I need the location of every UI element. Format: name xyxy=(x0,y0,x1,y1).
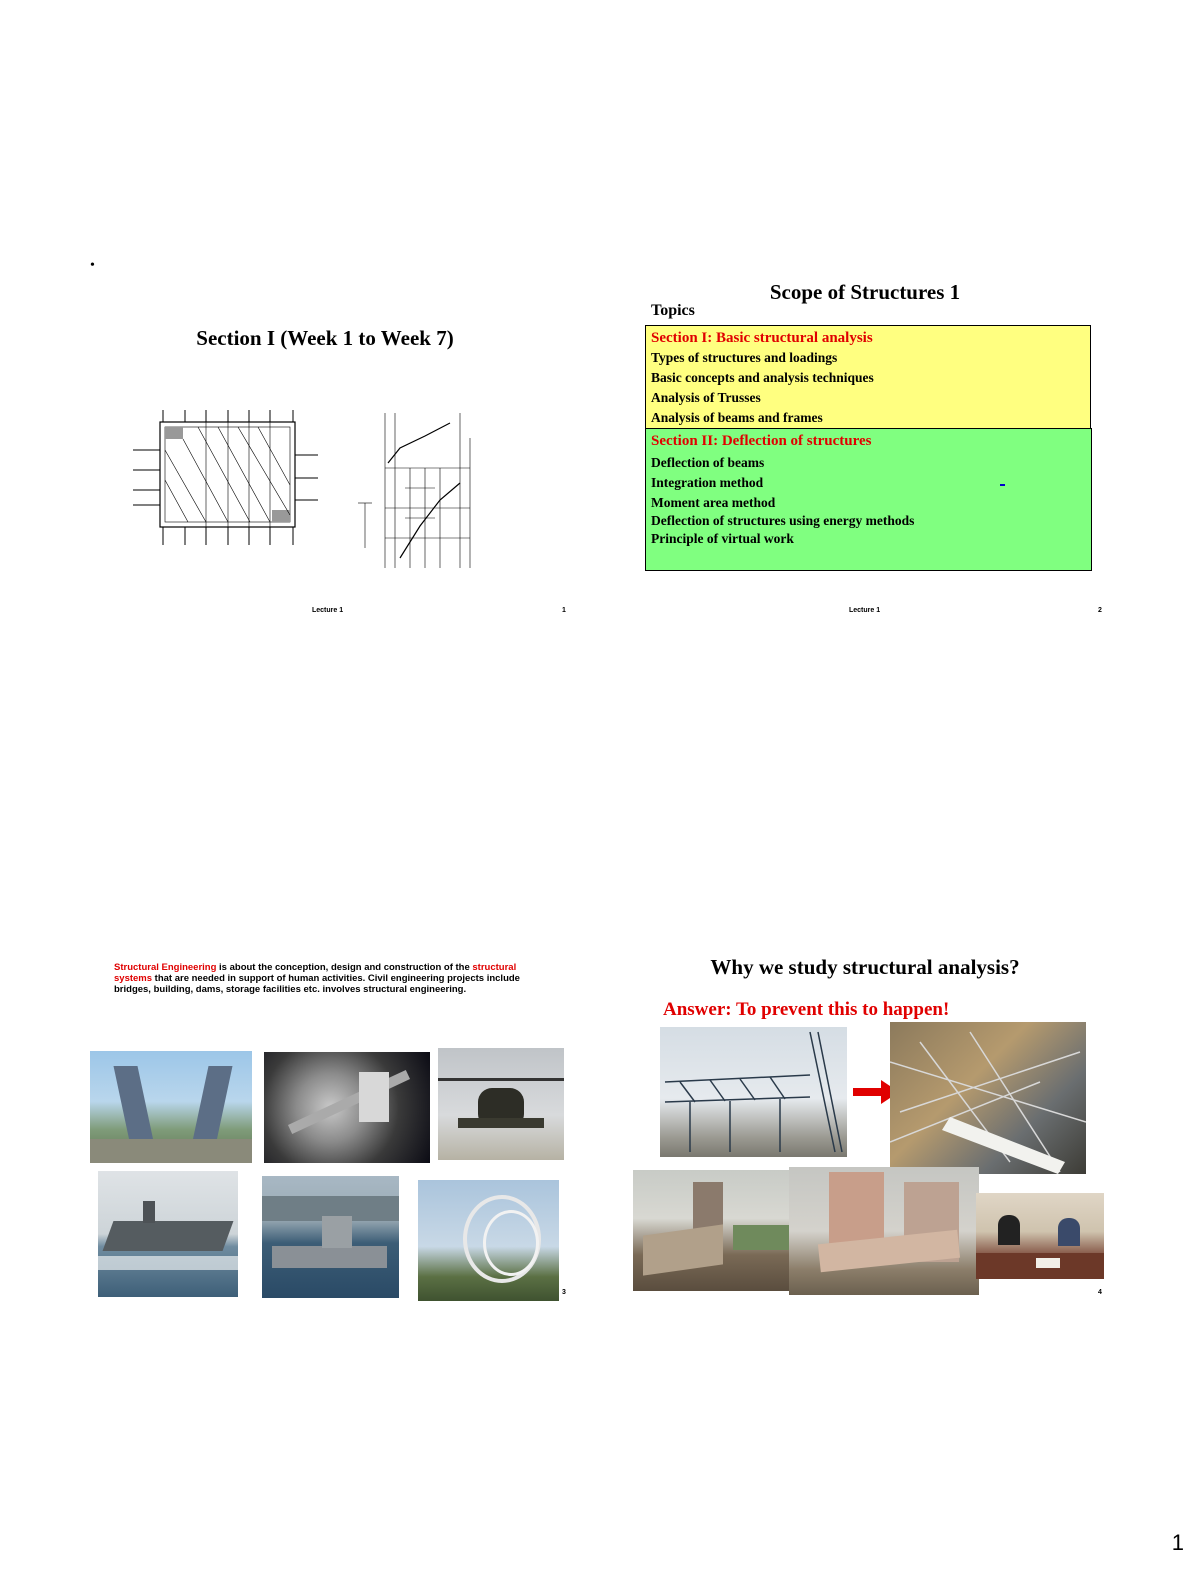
page-number: 1 xyxy=(1171,1530,1184,1555)
section2-heading: Section II: Deflection of structures xyxy=(651,433,872,449)
slide1-bullet: • xyxy=(90,258,95,273)
photo-leaning-towers xyxy=(90,1051,252,1163)
section2-item: Deflection of structures using energy methods xyxy=(651,513,915,528)
photo-courtroom xyxy=(976,1193,1104,1279)
slide2-footer-number: 2 xyxy=(1098,607,1102,614)
photo-aircraft-carrier xyxy=(98,1171,238,1297)
slide2-topics-label: Topics xyxy=(651,302,695,319)
slide4-answer: Answer: To prevent this to happen! xyxy=(663,999,950,1020)
section2-item: Moment area method xyxy=(651,495,776,510)
slide2-title: Scope of Structures 1 xyxy=(769,280,961,304)
blue-dash-mark xyxy=(1000,484,1005,486)
section2-box xyxy=(645,428,1092,571)
section2-item: Integration method xyxy=(651,475,764,490)
frame-diagram xyxy=(340,408,520,570)
section2-item: Principle of virtual work xyxy=(651,531,794,546)
slide1-footer-number: 1 xyxy=(562,607,566,614)
section1-box xyxy=(645,325,1091,429)
slide3-text-1: is about the conception, design and construction of the xyxy=(216,962,473,973)
photo-collapsed-truss xyxy=(890,1022,1086,1174)
slab-load-diagram xyxy=(118,410,333,558)
photo-space-station xyxy=(264,1052,430,1163)
slide1-footer-label: Lecture 1 xyxy=(312,607,344,614)
section1-item: Analysis of Trusses xyxy=(651,390,761,405)
photo-warship xyxy=(262,1176,399,1298)
section1-item: Analysis of beams and frames xyxy=(651,410,823,425)
slide3-footer-number: 3 xyxy=(562,1289,566,1296)
section2-item: Deflection of beams xyxy=(651,455,765,470)
section1-item: Types of structures and loadings xyxy=(651,350,838,365)
slide4-footer-number: 4 xyxy=(1098,1289,1102,1296)
slide4-title: Why we study structural analysis? xyxy=(710,955,1020,979)
slide3-paragraph xyxy=(114,962,520,995)
term-structural-systems: structural systems xyxy=(114,962,517,984)
section1-item: Basic concepts and analysis techniques xyxy=(651,370,874,385)
slide3-text-2: that are needed in support of human activities. Civil engineering projects include bridges, building, dams, storage facilities etc. involves structural engineering. xyxy=(114,973,520,995)
term-structural-engineering: Structural Engineering xyxy=(114,962,217,973)
section1-heading: Section I: Basic structural analysis xyxy=(651,330,873,346)
slide2-footer-label: Lecture 1 xyxy=(849,607,881,614)
photo-truss-construction xyxy=(660,1027,847,1157)
photo-helicopter xyxy=(438,1048,564,1160)
slide1-title: Section I (Week 1 to Week 7) xyxy=(196,326,454,350)
photo-toppled-building xyxy=(789,1167,979,1295)
photo-roller-coaster xyxy=(418,1180,559,1301)
